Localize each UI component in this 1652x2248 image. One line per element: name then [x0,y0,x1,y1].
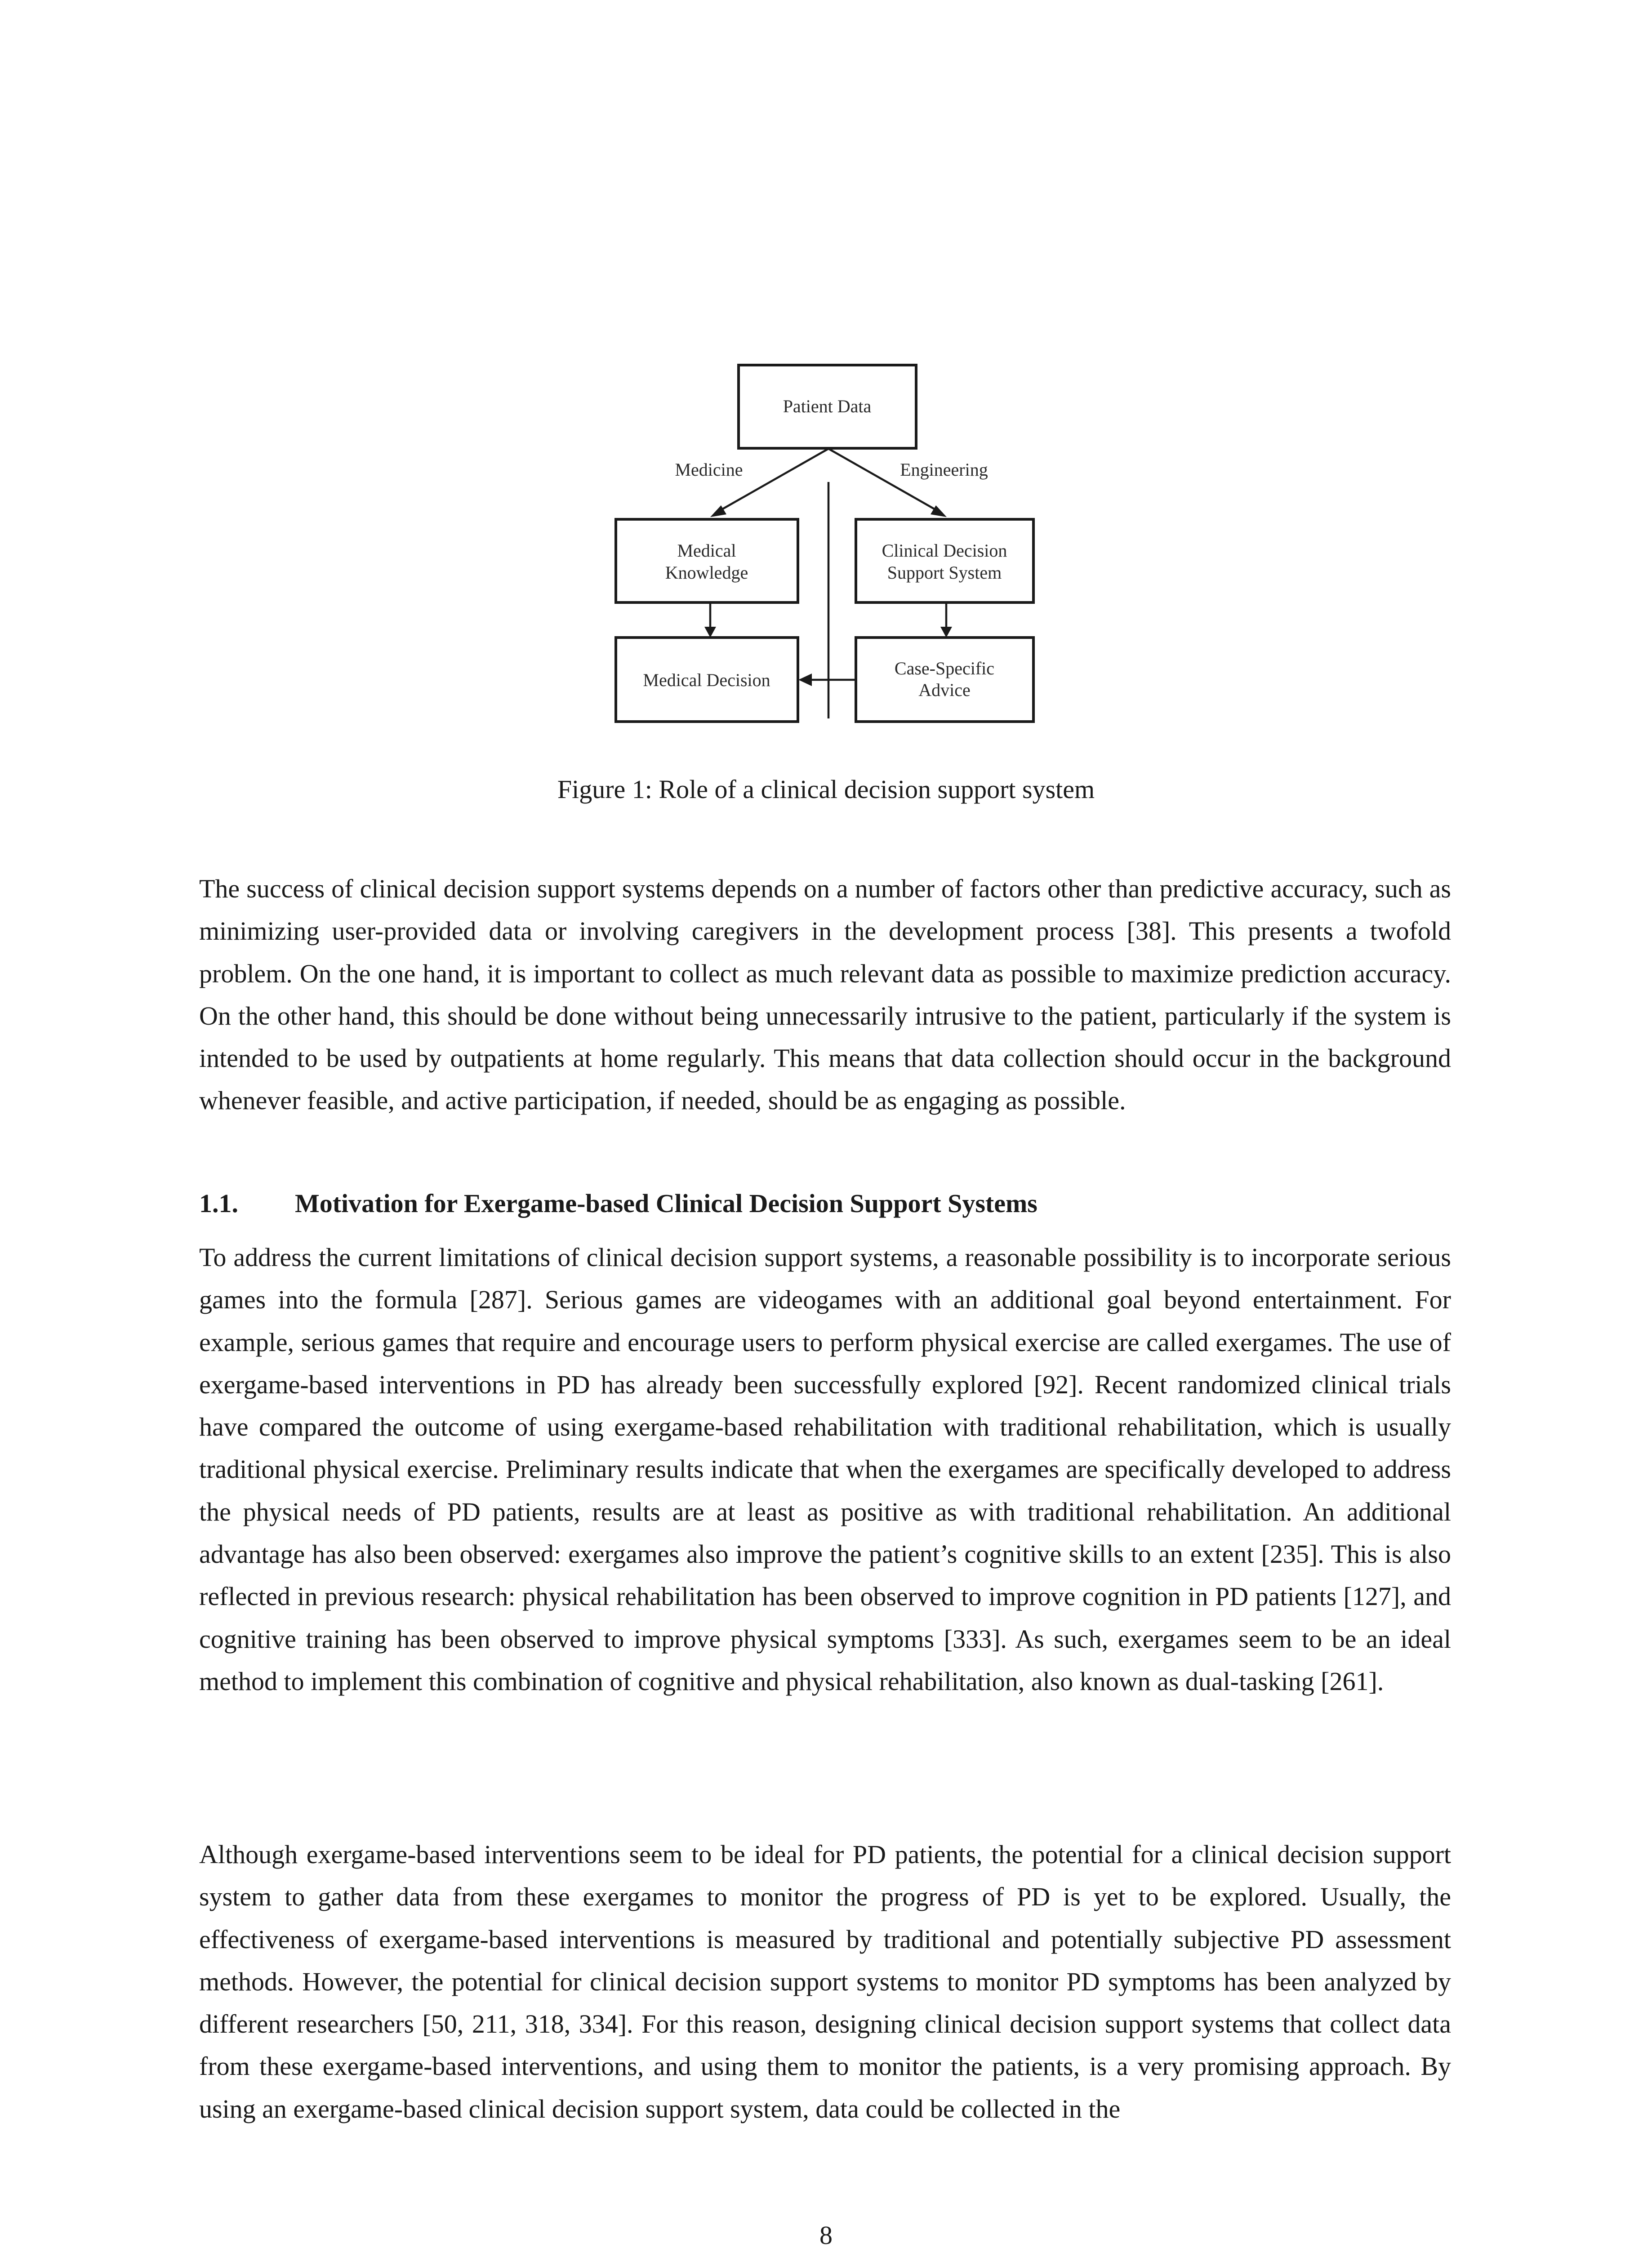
section-title: Motivation for Exergame-based Clinical Decision Support Systems [295,1189,1038,1218]
label-medical-knowledge-line1: Medical [677,540,736,561]
edge-patient-to-medical-knowledge [715,449,828,513]
paragraph-2: To address the current limitations of clinical decision support systems, a reasonable possibility is to incorporate serious games into the formula [287]. Serious games are videogames with an additional goal beyond entertainment. For example, serious games that require and encourage users to perform physical exercise are called exergames. The use of exergame-based interventions in PD has already been successfully explored [92]. Recent randomized clinical trials have compared the outcome of using exergame-based rehabilitation with traditional rehabilitation, which is usually traditional physical exercise. Preliminary results indicate that when the exergames are specifically developed to address the physical needs of PD patients, results are at least as positive as with traditional rehabilitation. An additional advantage has also been observed: exergames also improve the patient’s cognitive skills to an extent [235]. This is also reflected in previous research: physical rehabilitation has been observed to improve cognition in PD patients [127], and cognitive training has been observed to improve physical symptoms [333]. As such, exergames seem to be an ideal method to implement this combination of cognitive and physical rehabilitation, also known as dual-tasking [261]. [199,1243,1451,1696]
arrowhead-decision-from-advice [798,674,812,686]
label-engineering: Engineering [900,459,988,480]
label-advice-line2: Advice [918,680,971,700]
section-heading [199,1182,1451,1225]
label-patient-data: Patient Data [783,396,872,416]
figure-caption: Figure 1: Role of a clinical decision support system [557,775,1095,804]
arrowhead-advice [940,627,952,638]
edge-patient-to-cdss [828,449,942,513]
paragraph-1: The success of clinical decision support systems depends on a number of factors other than predictive accuracy, such as minimizing user-provided data or involving caregivers in the development process [38]. This presents a twofold problem. On the one hand, it is important to collect as much relevant data as possible to maximize prediction accuracy. On the other hand, this should be done without being unnecessarily intrusive to the patient, particularly if the system is intended to be used by outpatients at home regularly. This means that data collection should occur in the background whenever feasible, and active participation, if needed, should be as engaging as possible. [199,874,1451,1115]
node-medical-knowledge [616,519,798,602]
section-number: 1.1. [199,1189,238,1218]
arrowhead-medical-decision [704,627,716,638]
label-cdss-line2: Support System [887,562,1002,583]
node-cdss [856,519,1033,602]
label-medical-decision: Medical Decision [643,670,770,690]
label-medicine: Medicine [675,459,743,480]
page-number: 8 [819,2221,833,2248]
label-cdss-line1: Clinical Decision [882,540,1007,561]
label-medical-knowledge-line2: Knowledge [665,562,748,583]
paragraph-3: Although exergame-based interventions seem to be ideal for PD patients, the potential for a clinical decision support system to gather data from these exergames to monitor the progress of PD is yet to be explored. Usually, the effectiveness of exergame-based interventions is measured by traditional and potentially subjective PD assessment methods. However, the potential for clinical decision support systems to monitor PD symptoms has been analyzed by different researchers [50, 211, 318, 334]. For this reason, designing clinical decision support systems that collect data from these exergame-based interventions, and using them to monitor the patients, is a very promising approach. By using an exergame-based clinical decision support system, data could be collected in the [199,1840,1451,2123]
label-advice-line1: Case-Specific [894,658,995,678]
clinical-decision-support-diagram [0,0,1652,764]
